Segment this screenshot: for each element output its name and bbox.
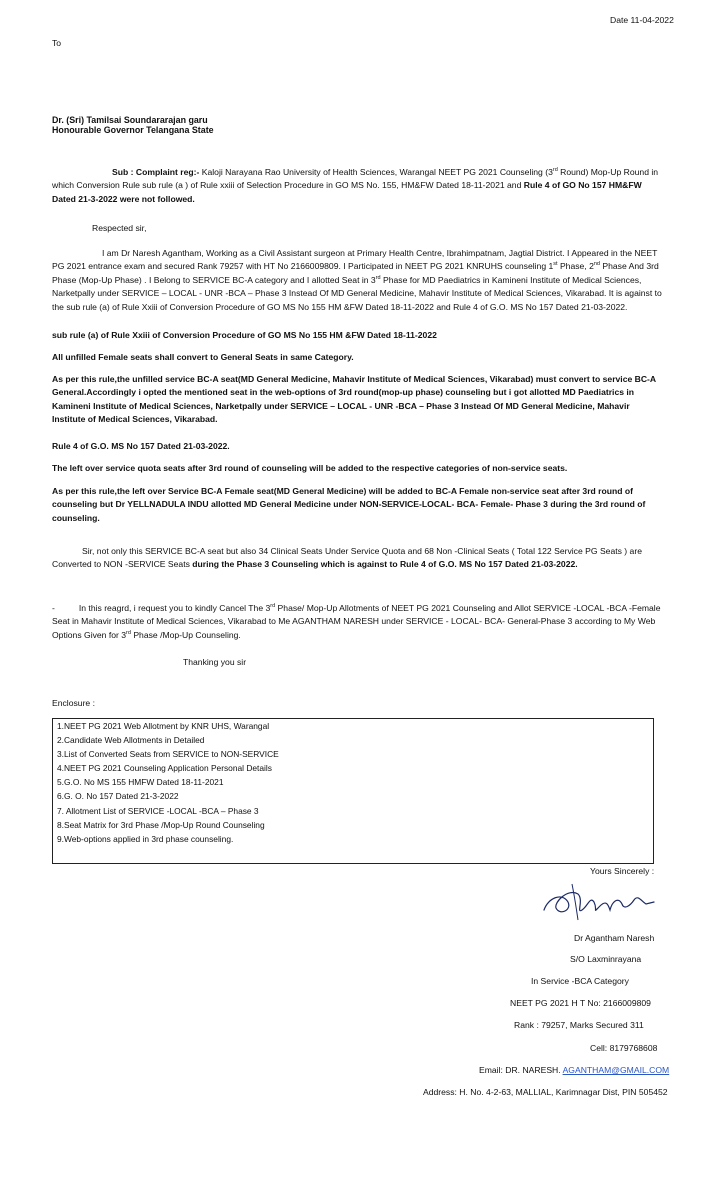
enclosure-item: 8.Seat Matrix for 3rd Phase /Mop-Up Round Counseling [57,819,265,830]
addressee-block [52,115,214,135]
enclosure-list [52,718,654,864]
enclosure-item: 1.NEET PG 2021 Web Allotment by KNR UHS, Warangal [57,721,270,731]
enclosure-item: 5.G.O. No MS 155 HMFW Dated 18-11-2021 [57,777,224,788]
rank-marks: Rank : 79257, Marks Secured 311 [514,1020,644,1030]
rule-explanation: As per this rule,the unfilled service BC-A seat(MD General Medicine, Mahavir Institute of Medical Sciences, Vikarabad) must convert to service BC-A General.Accordingly i opted the mentioned seat in the web-options of 3rd round(mop-up phase) counseling but i got allotted MD Paediatrics in Kamineni Institute of Medical Sciences, Narketpally under SERVICE – LOCAL - UNR -BCA – Phase 3 Instead Of MD General Medicine, Mahavir Institute of Medical Sciences, Vikarabad. [52,374,656,425]
yours-sincerely: Yours Sincerely : [590,866,655,876]
category: In Service -BCA Category [531,976,629,986]
request-paragraph: - In this reagrd, i request you to kindly Cancel The 3rd Phase/ Mop-Up Allotments of NEET PG 2021 Counseling and Allot SERVICE -LOCAL -BCA -Female Seat in Mahavir Institute of Medical Sciences, Vikarabad to Me AGANTHAM NARESH under SERVICE - LOCAL- BCA- General-Phase 3 according to My Web Options Given for 3rd Phase /Mop-Up Counseling. [52,603,661,640]
rule-text: All unfilled Female seats shall convert to General Seats in same Category. [52,352,354,362]
thanking-line: Thanking you sir [183,657,247,667]
subject-label: Sub : Complaint reg:- [112,167,200,177]
enclosure-item: 6.G. O. No 157 Dated 21-3-2022 [57,791,179,802]
enclosure-item: 4.NEET PG 2021 Counseling Application Personal Details [57,763,272,774]
enclosure-item: 2.Candidate Web Allotments in Detailed [57,735,205,746]
rule4-text: The left over service quota seats after 3rd round of counseling will be added to the respective categories of non-service seats. [52,463,568,473]
signatory-name: Dr Agantham Naresh [574,933,655,943]
enclosure-item: 9.Web-options applied in 3rd phase counseling. [57,833,234,844]
body-paragraph-intro: I am Dr Naresh Agantham, Working as a Civil Assistant surgeon at Primary Health Centre, Ibrahimpatnam, Jagtial District. I Appeared in the NEET PG 2021 entrance exam and secured Rank 79257 with HT No 2166009809. I Participated in NEET PG 2021 KNRUHS counseling 1st Phase, 2nd Phase And 3rd Phase (Mop-Up Phase) . I Belong to SERVICE BC-A category and I allotted Seat in 3rd Phase for MD Paediatrics in Kamineni Institute of Medical Sciences, Narketpally under SERVICE – LOCAL - UNR -BCA – Phase 3 Instead Of MD General Medicine, Mahavir Institute of Medical Sciences, Vikarabad. It is against to the sub rule (a) of Rule Xxiii of Conversion Procedure of GO MS No 155 HM &FW Dated 18-11-2022 and Rule 4 of G.O. MS No 157 Dated 21-03-2022. [52,248,662,312]
rule-heading: sub rule (a) of Rule Xxiii of Conversion Procedure of GO MS No 155 HM &FW Dated 18-11-2022 [52,330,437,340]
email-link[interactable]: AGANTHAM@GMAIL.COM [562,1065,670,1075]
ht-number: NEET PG 2021 H T No: 2166009809 [510,998,651,1008]
addressee-title: Honourable Governor Telangana State [52,125,214,135]
enclosure-item: 3.List of Converted Seats from SERVICE to NON-SERVICE [57,749,279,760]
to-label: To [52,38,62,48]
rule4-heading: Rule 4 of G.O. MS No 157 Dated 21-03-2022. [52,441,230,451]
cell-number: Cell: 8179768608 [590,1043,658,1053]
enclosure-label: Enclosure : [52,698,95,708]
subject-paragraph: Sub : Complaint reg:- Kaloji Narayana Rao University of Health Sciences, Warangal NEET PG 2021 Counseling (3rd Round) Mop-Up Round in which Conversion Rule sub rule (a ) of Rule xxiii of Selection Procedure in GO MS No. 155, HM&FW Dated 18-11-2021 and Rule 4 of GO No 157 HM&FW Dated 21-3-2022 were not followed. [52,167,659,204]
salutation: Respected sir, [92,223,147,233]
enclosure-item: 7. Allotment List of SERVICE -LOCAL -BCA – Phase 3 [57,805,259,816]
email-line: Email: DR. NARESH. AGANTHAM@GMAIL.COM [479,1065,670,1075]
rule4-explanation: As per this rule,the left over Service BC-A Female seat(MD General Medicine) will be added to BC-A Female non-service seat after 3rd round of counseling but Dr YELLNADULA INDU allotted MD General Medicine under NON-SERVICE-LOCAL- BCA- Female- Phase 3 during the 3rd round of counseling. [52,486,646,523]
letter-date: Date 11-04-2022 [610,15,674,25]
son-of: S/O Laxminrayana [570,954,642,964]
handwritten-signature [538,880,658,930]
postal-address: Address: H. No. 4-2-63, MALLIAL, Karimnagar Dist, PIN 505452 [423,1087,668,1097]
addressee-name: Dr. (Sri) Tamilsai Soundararajan garu [52,115,208,125]
service-seats-paragraph: Sir, not only this SERVICE BC-A seat but also 34 Clinical Seats Under Service Quota and 68 Non -Clinical Seats ( Total 122 Service PG Seats ) are Converted to NON -SERVICE Seats during the Phase 3 Counseling which is against to Rule 4 of G.O. MS No 157 Dated 21-03-2022. [52,546,642,570]
